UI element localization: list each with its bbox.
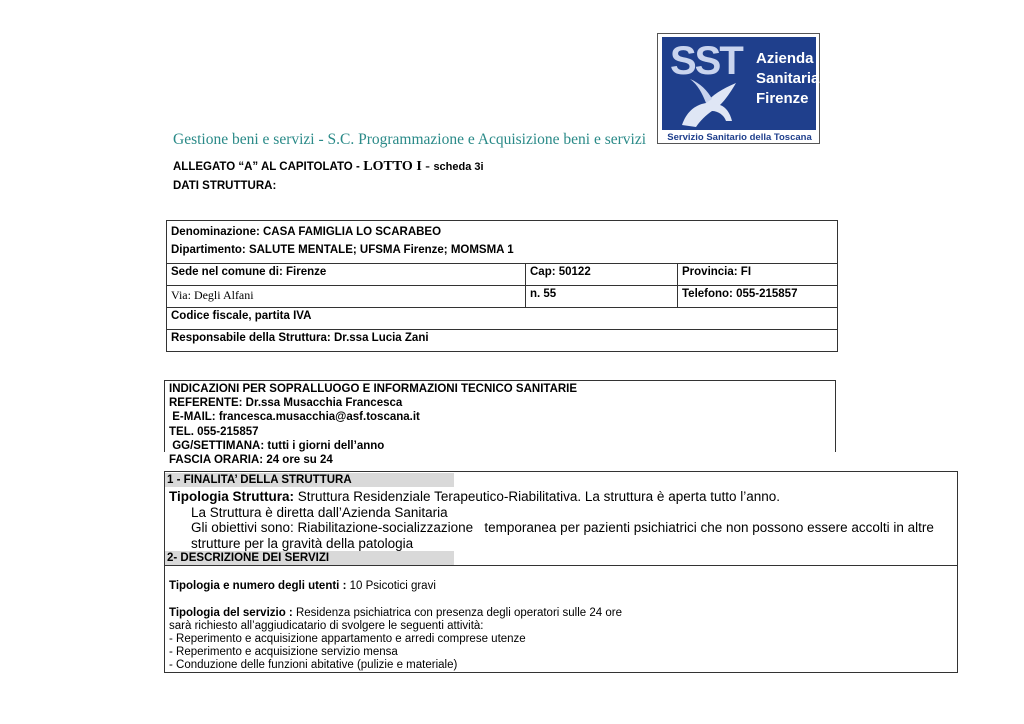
indicazioni-box	[164, 380, 836, 467]
telefono-referente: TEL. 055-215857	[169, 425, 259, 438]
asl-logo	[657, 33, 820, 144]
logo-blue-panel	[662, 37, 820, 130]
finalita-body: Tipologia Struttura: Struttura Residenziale Terapeutico-Riabilitativa. La struttura è aperta tutto l’anno. La Struttura è diretta dall’Azienda Sanitaria Gli obiettivi sono: Riabilitazione-socializzazione temporanea per pazienti psichiatrici che non possono essere accolti in altre strutture per la gravità della patologia	[169, 489, 934, 551]
list-item: - Reperimento e acquisizione appartamento e arredi comprese utenze	[169, 633, 526, 645]
servizi-body: Tipologia e numero degli utenti : 10 Psicotici gravi Tipologia del servizio : Residenza psichiatrica con presenza degli operatori sulle 24 ore sarà richiesto all’aggiudicatario di svolgere le seguenti attività: - Reperimento e acquisizione appartamento e arredi comprese utenze - Reperimento e acquisizione servizio mensa - Conduzione delle funzioni abitative (pulizie e materiale)	[165, 566, 958, 673]
table-row	[167, 264, 838, 286]
numero-civico: n. 55	[526, 286, 678, 308]
logo-caption: Servizio Sanitario della Toscana	[667, 132, 812, 143]
referente: REFERENTE: Dr.ssa Musacchia Francesca	[169, 397, 403, 410]
denominazione: Denominazione: CASA FAMIGLIA LO SCARABEO	[171, 226, 442, 238]
page-title: Gestione beni e servizi - S.C. Programmazione e Acquisizione beni e servizi	[173, 131, 647, 148]
cap: Cap: 50122	[526, 264, 678, 286]
table-row	[165, 566, 958, 673]
table-row	[167, 286, 838, 308]
logo-text: Azienda Sanitaria Firenze	[756, 50, 820, 107]
telefono: Telefono: 055-215857	[678, 286, 838, 308]
responsabile: Responsabile della Struttura: Dr.ssa Lucia Zani	[167, 330, 838, 352]
dati-struttura-heading: DATI STRUTTURA:	[173, 180, 277, 192]
struttura-table	[166, 220, 838, 352]
email: E-MAIL: francesca.musacchia@asf.toscana.it	[169, 411, 420, 424]
servizi-header: 2- DESCRIZIONE DEI SERVIZI	[165, 551, 454, 565]
codice-fiscale: Codice fiscale, partita IVA	[167, 308, 838, 330]
provincia: Provincia: FI	[678, 264, 838, 286]
finalita-header: 1 - FINALITA’ DELLA STRUTTURA	[165, 473, 454, 487]
fascia-oraria: FASCIA ORARIA: 24 ore su 24	[169, 454, 333, 467]
list-item: - Conduzione delle funzioni abitative (pulizie e materiale)	[169, 659, 458, 671]
table-row	[167, 330, 838, 352]
list-item: - Reperimento e acquisizione servizio mensa	[169, 646, 398, 658]
dipartimento: Dipartimento: SALUTE MENTALE; UFSMA Firenze; MOMSMA 1	[171, 244, 514, 256]
finalita-servizi-table	[164, 471, 958, 673]
via: Via: Degli Alfani	[167, 286, 526, 308]
table-row	[167, 221, 838, 264]
allegato-line: ALLEGATO “A” AL CAPITOLATO - LOTTO I - scheda 3i	[173, 159, 484, 174]
logo-mark: SST	[670, 39, 742, 83]
table-row	[165, 472, 958, 566]
table-row	[167, 308, 838, 330]
indicazioni-heading: INDICAZIONI PER SOPRALLUOGO E INFORMAZIONI TECNICO SANITARIE	[169, 383, 578, 395]
pegasus-icon	[672, 75, 744, 129]
giorni-settimana: GG/SETTIMANA: tutti i giorni dell’anno	[169, 439, 385, 452]
sede: Sede nel comune di: Firenze	[167, 264, 526, 286]
